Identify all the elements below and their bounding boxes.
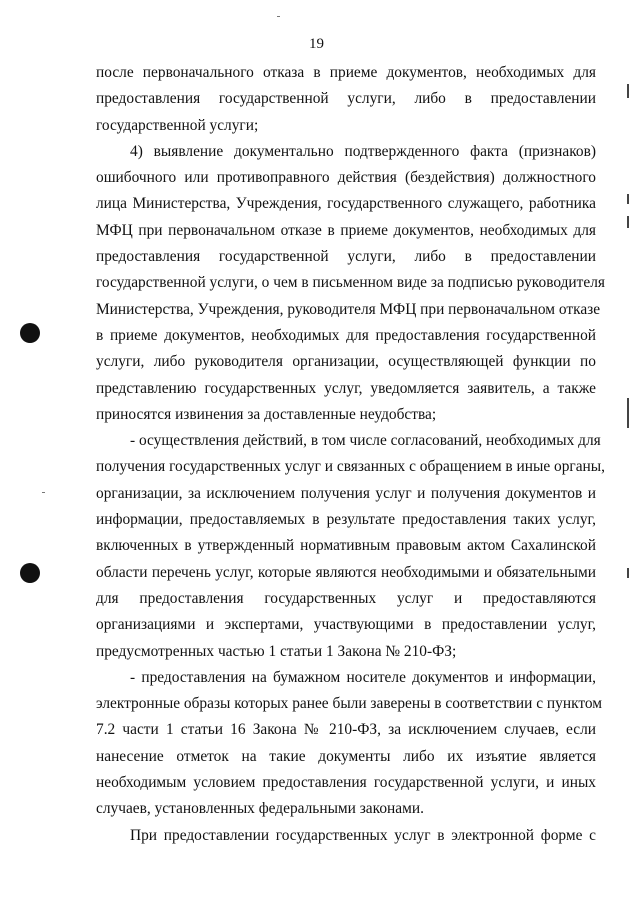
text-line: области перечень услуг, которые являются необходимыми и обязательными bbox=[96, 563, 596, 581]
text-line: необходимым условием предоставления государственной услуги, и иных bbox=[96, 774, 596, 792]
text-line: 4) выявление документально подтвержденного факта (признаков) bbox=[130, 142, 596, 160]
text-line: услуги, либо руководителя организации, осуществляющей функции по bbox=[96, 353, 596, 371]
scan-speck bbox=[42, 492, 45, 493]
binder-hole-top bbox=[20, 323, 40, 343]
text-line: Министерства, Учреждения, руководителя МФЦ при первоначальном отказе bbox=[96, 300, 601, 318]
text-line: ошибочного или противоправного действия (бездействия) должностного bbox=[96, 169, 596, 187]
text-line: государственной услуги; bbox=[96, 116, 259, 134]
text-line: получения государственных услуг и связанных с обращением в иные органы, bbox=[96, 458, 605, 476]
text-line: МФЦ при первоначальном отказе в приеме документов, необходимых для bbox=[96, 221, 596, 239]
scan-edge-mark bbox=[627, 84, 629, 98]
scan-edge-mark bbox=[627, 568, 629, 578]
text-line: представлению государственных услуг, уведомляется заявитель, а также bbox=[96, 379, 596, 397]
text-line: информации, предоставляемых в результате предоставления таких услуг, bbox=[96, 511, 596, 529]
scan-edge-mark bbox=[627, 216, 629, 228]
binder-hole-bottom bbox=[20, 563, 40, 583]
text-line: после первоначального отказа в приеме документов, необходимых для bbox=[96, 64, 596, 81]
scan-speck bbox=[277, 16, 280, 17]
text-line: 7.2 части 1 статьи 16 Закона № 210-ФЗ, за исключением случаев, если bbox=[96, 721, 596, 739]
page-number: 19 bbox=[309, 36, 324, 52]
text-line: предусмотренных частью 1 статьи 1 Закона № 210-ФЗ; bbox=[96, 642, 457, 660]
text-line: для предоставления государственных услуг и предоставляются bbox=[96, 589, 596, 607]
text-line: включенных в утвержденный нормативным правовым актом Сахалинской bbox=[96, 537, 596, 555]
text-line: При предоставлении государственных услуг в электронной форме с bbox=[130, 826, 596, 844]
scan-edge-mark bbox=[627, 194, 629, 204]
text-line: лица Министерства, Учреждения, государственного служащего, работника bbox=[96, 195, 596, 213]
text-line: государственной услуги, о чем в письменном виде за подписью руководителя bbox=[96, 274, 605, 292]
text-line: в приеме документов, необходимых для предоставления государственной bbox=[96, 326, 596, 344]
text-line: организациями и экспертами, участвующими в предоставлении услуг, bbox=[96, 616, 596, 634]
text-line: организации, за исключением получения услуг и получения документов и bbox=[96, 484, 596, 502]
text-line: приносятся извинения за доставленные неудобства; bbox=[96, 405, 437, 423]
text-line: нанесение отметок на такие документы либо их изъятие является bbox=[96, 747, 596, 765]
scan-edge-mark bbox=[627, 398, 629, 428]
text-line: случаев, установленных федеральными законами. bbox=[96, 800, 424, 818]
text-line: - предоставления на бумажном носителе документов и информации, bbox=[130, 668, 596, 686]
text-line: предоставления государственной услуги, либо в предоставлении bbox=[96, 248, 596, 266]
text-line: - осуществления действий, в том числе согласований, необходимых для bbox=[130, 432, 601, 450]
text-line: электронные образы которых ранее были заверены в соответствии с пунктом bbox=[96, 695, 603, 713]
text-line: предоставления государственной услуги, либо в предоставлении bbox=[96, 90, 596, 108]
body-text bbox=[96, 60, 605, 849]
